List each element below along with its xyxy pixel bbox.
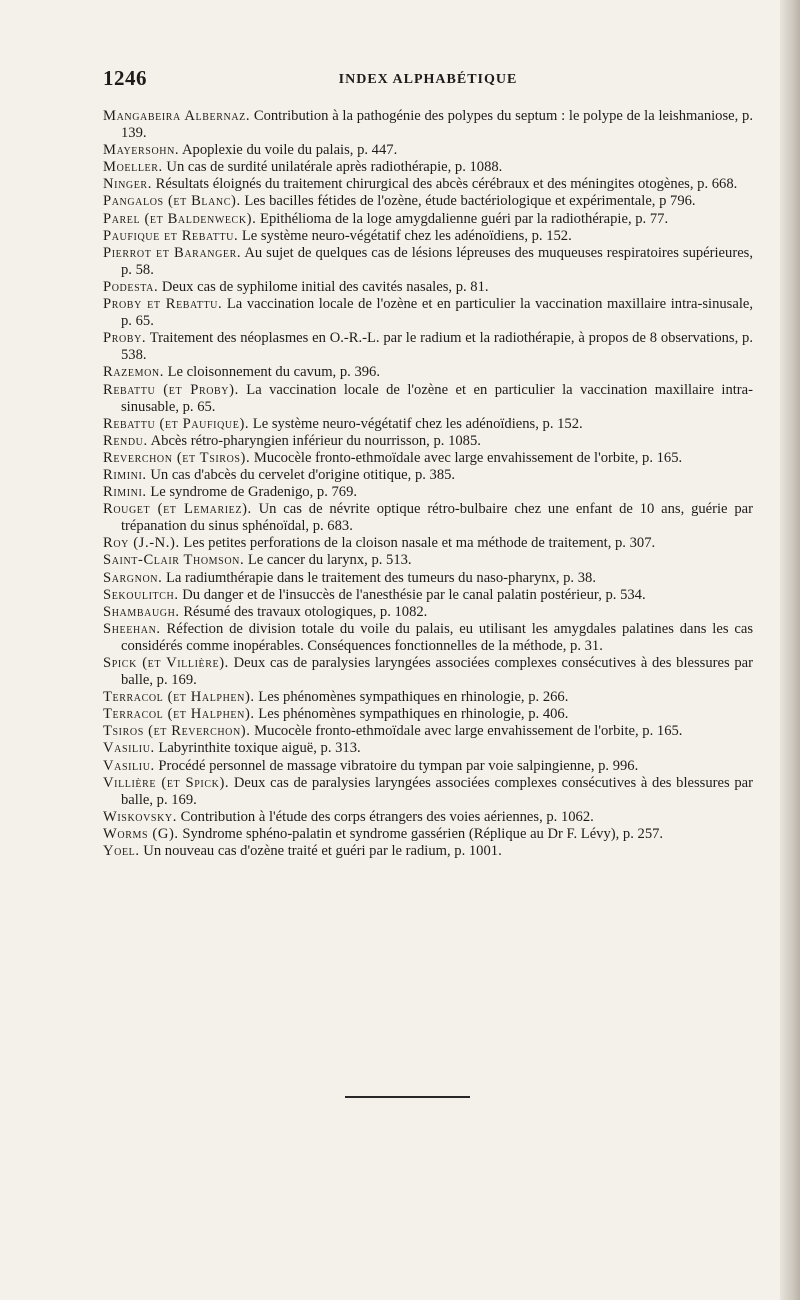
- entry-text: Le système neuro-végétatif chez les adénoïdiens, p. 152.: [249, 415, 583, 432]
- index-entry: [103, 826, 753, 843]
- index-entry: [103, 159, 753, 176]
- index-entry: [103, 570, 753, 587]
- entry-author: Pierrot et Baranger.: [103, 244, 242, 261]
- entry-text: Les phénomènes sympathiques en rhinologie, p. 266.: [254, 689, 569, 706]
- index-entry: [103, 228, 753, 245]
- entry-text: Syndrome sphéno-palatin et syndrome gassérien (Réplique au Dr F. Lévy), p. 257.: [178, 825, 664, 842]
- index-entry: [103, 296, 753, 330]
- entry-text: La vaccination locale de l'ozène et en particulier la vaccination maxillaire intra-sinusale, p. 65.: [121, 296, 754, 330]
- index-entry: [103, 604, 753, 621]
- entry-text: Le syndrome de Gradenigo, p. 769.: [146, 484, 358, 501]
- entry-author: Moeller.: [103, 159, 163, 176]
- entry-text: La vaccination locale de l'ozène et en particulier la vaccination maxillaire intra-sinusable, p. 65.: [121, 381, 753, 415]
- entry-text: Mucocèle fronto-ethmoïdale avec large envahissement de l'orbite, p. 165.: [250, 723, 683, 740]
- index-entry: [103, 364, 753, 381]
- entry-text: Traitement des néoplasmes en O.-R.-L. par le radium et la radiothérapie, à propos de 8 observations, p. 538.: [121, 330, 753, 364]
- entry-author: Rouget (et Lemariez).: [103, 501, 252, 518]
- entry-author: Reverchon (et Tsiros).: [103, 449, 251, 466]
- entry-author: Villière (et Spick).: [103, 774, 230, 791]
- index-entry: [103, 587, 753, 604]
- entry-text: Un cas d'abcès du cervelet d'origine otitique, p. 385.: [146, 466, 456, 483]
- entry-author: Shambaugh.: [103, 603, 180, 620]
- entry-author: Rendu.: [103, 432, 148, 449]
- index-entry: [103, 211, 753, 228]
- index-entry: [103, 484, 753, 501]
- entry-author: Rimini.: [103, 466, 147, 483]
- entry-author: Podesta.: [103, 278, 159, 295]
- entry-author: Worms (G).: [103, 825, 179, 842]
- index-entry: [103, 330, 753, 364]
- entry-author: Mayersohn.: [103, 142, 180, 159]
- index-entry: [103, 843, 753, 860]
- index-entry: [103, 552, 753, 569]
- index-entry: [103, 279, 753, 296]
- entry-author: Rimini.: [103, 484, 147, 501]
- entry-text: Réfection de division totale du voile du palais, eu utilisant les amygdales palatines dans les cas considérés comme inopérables. Conséquences fonctionnelles de la méthode, p. 31.: [121, 620, 753, 654]
- index-entries: [103, 108, 753, 860]
- entry-text: Du danger et de l'insuccès de l'anesthésie par le canal palatin postérieur, p. 534.: [178, 586, 646, 603]
- index-entry: [103, 621, 753, 655]
- index-entry: [103, 382, 753, 416]
- entry-text: Résultats éloignés du traitement chirurgical des abcès cérébraux et des méningites otogènes, p. 668.: [151, 176, 738, 193]
- entry-text: La radiumthérapie dans le traitement des tumeurs du naso-pharynx, p. 38.: [162, 569, 596, 586]
- entry-text: Abcès rétro-pharyngien inférieur du nourrisson, p. 1085.: [147, 432, 481, 449]
- entry-text: Un nouveau cas d'ozène traité et guéri par le radium, p. 1001.: [139, 843, 502, 860]
- entry-author: Rebattu (et Proby).: [103, 381, 239, 398]
- entry-author: Sargnon.: [103, 569, 163, 586]
- page-edge: [780, 0, 800, 1300]
- entry-text: Le système neuro-végétatif chez les adénoïdiens, p. 152.: [238, 227, 572, 244]
- entry-author: Sheehan.: [103, 620, 161, 637]
- entry-author: Mangabeira Albernaz.: [103, 108, 251, 124]
- entry-text: Epithélioma de la loge amygdalienne guéri par la radiothérapie, p. 77.: [256, 210, 669, 227]
- running-title: INDEX ALPHABÉTIQUE: [338, 72, 518, 87]
- entry-author: Parel (et Baldenweck).: [103, 210, 257, 227]
- entry-author: Paufique et Rebattu.: [103, 227, 239, 244]
- closing-rule: [345, 1096, 470, 1098]
- entry-text: Le cancer du larynx, p. 513.: [244, 552, 412, 569]
- entry-text: Les bacilles fétides de l'ozène, étude bactériologique et expérimentale, p 796.: [240, 193, 696, 210]
- entry-text: Les petites perforations de la cloison nasale et ma méthode de traitement, p. 307.: [179, 535, 656, 552]
- entry-text: Labyrinthite toxique aiguë, p. 313.: [154, 740, 361, 757]
- index-entry: [103, 193, 753, 210]
- entry-text: Deux cas de paralysies laryngées associées complexes consécutives à des blessures par balle, p. 169.: [121, 655, 753, 689]
- index-entry: [103, 416, 753, 433]
- entry-text: Mucocèle fronto-ethmoïdale avec large envahissement de l'orbite, p. 165.: [250, 449, 683, 466]
- entry-text: Le cloisonnement du cavum, p. 396.: [163, 364, 380, 381]
- page-header: [103, 66, 753, 96]
- entry-text: Un cas de surdité unilatérale après radiothérapie, p. 1088.: [162, 159, 503, 176]
- index-entry: [103, 501, 753, 535]
- entry-text: Un cas de névrite optique rétro-bulbaire chez une enfant de 10 ans, guérie par trépanation du sinus sphénoïdal, p. 683.: [121, 501, 753, 535]
- index-entry: [103, 176, 753, 193]
- index-entry: [103, 108, 753, 142]
- entry-text: Deux cas de syphilome initial des cavités nasales, p. 81.: [158, 278, 489, 295]
- index-entry: [103, 723, 753, 740]
- entry-author: Terracol (et Halphen).: [103, 689, 255, 706]
- index-entry: [103, 467, 753, 484]
- entry-text: Deux cas de paralysies laryngées associées complexes consécutives à des blessures par balle, p. 169.: [121, 774, 753, 808]
- index-entry: [103, 809, 753, 826]
- entry-author: Saint-Clair Thomson.: [103, 552, 245, 569]
- entry-text: Procédé personnel de massage vibratoire du tympan par voie salpingienne, p. 996.: [154, 757, 639, 774]
- entry-author: Yoel.: [103, 843, 140, 860]
- entry-author: Roy (J.-N.).: [103, 535, 180, 552]
- index-entry: [103, 535, 753, 552]
- entry-author: Tsiros (et Reverchon).: [103, 723, 251, 740]
- entry-author: Vasiliu.: [103, 740, 155, 757]
- index-entry: [103, 758, 753, 775]
- entry-text: Apoplexie du voile du palais, p. 447.: [179, 142, 398, 159]
- entry-author: Razemon.: [103, 364, 164, 381]
- entry-text: Au sujet de quelques cas de lésions lépreuses des muqueuses respiratoires supérieures, p. 58.: [121, 244, 753, 278]
- entry-author: Sekoulitch.: [103, 586, 179, 603]
- entry-author: Rebattu (et Paufique).: [103, 415, 250, 432]
- entry-text: Contribution à l'étude des corps étrangers des voies aériennes, p. 1062.: [176, 808, 594, 825]
- index-entry: [103, 740, 753, 757]
- entry-text: Résumé des travaux otologiques, p. 1082.: [179, 603, 428, 620]
- index-entry: [103, 775, 753, 809]
- entry-author: Ninger.: [103, 176, 152, 193]
- entry-author: Proby.: [103, 330, 147, 347]
- index-entry: [103, 245, 753, 279]
- page-number: 1246: [103, 66, 147, 90]
- entry-author: Pangalos (et Blanc).: [103, 193, 241, 210]
- index-entry: [103, 689, 753, 706]
- entry-text: Contribution à la pathogénie des polypes du septum : le polype de la leishmaniose, p. 139.: [121, 108, 753, 142]
- index-entry: [103, 706, 753, 723]
- index-entry: [103, 450, 753, 467]
- entry-author: Spick (et Villière).: [103, 655, 229, 671]
- entry-author: Proby et Rebattu.: [103, 296, 223, 313]
- index-entry: [103, 655, 753, 689]
- index-entry: [103, 433, 753, 450]
- entry-author: Wiskovsky.: [103, 808, 177, 825]
- entry-author: Terracol (et Halphen).: [103, 706, 255, 723]
- entry-text: Les phénomènes sympathiques en rhinologie, p. 406.: [254, 706, 569, 723]
- index-entry: [103, 142, 753, 159]
- entry-author: Vasiliu.: [103, 757, 155, 774]
